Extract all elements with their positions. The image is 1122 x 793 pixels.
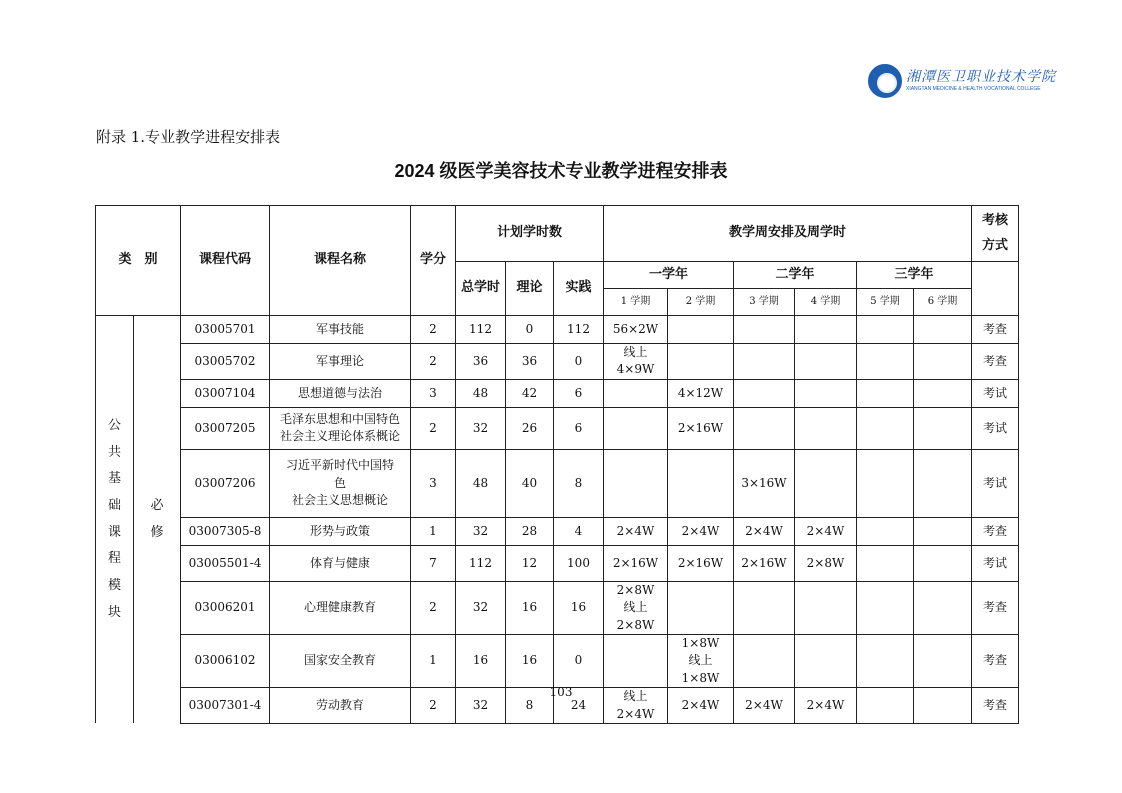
header-year-1: 一学年	[604, 262, 734, 289]
header-credits: 学分	[411, 206, 456, 316]
theory-hours-cell: 8	[506, 688, 554, 724]
credits-cell: 3	[411, 379, 456, 407]
semester-2-cell	[668, 449, 734, 517]
total-hours-cell: 112	[456, 545, 506, 581]
semester-1-cell: 线上 4×9W	[604, 344, 668, 380]
semester-4-cell	[795, 581, 857, 634]
semester-2-cell: 2×4W	[668, 688, 734, 724]
practice-hours-cell: 112	[554, 316, 604, 344]
practice-hours-cell: 16	[554, 581, 604, 634]
assessment-cell: 考查	[972, 634, 1019, 687]
semester-5-cell	[857, 449, 914, 517]
course-code-cell: 03006201	[181, 581, 270, 634]
course-code-cell: 03006102	[181, 634, 270, 687]
credits-cell: 2	[411, 407, 456, 449]
practice-hours-cell: 100	[554, 545, 604, 581]
table-row	[96, 581, 1019, 634]
semester-4-cell	[795, 407, 857, 449]
header-semester-3: 3 学期	[734, 289, 795, 316]
total-hours-cell: 48	[456, 379, 506, 407]
theory-hours-cell: 16	[506, 634, 554, 687]
header-category: 类 别	[96, 206, 181, 316]
table-row	[96, 344, 1019, 380]
total-hours-cell: 32	[456, 581, 506, 634]
course-code-cell: 03007206	[181, 449, 270, 517]
total-hours-cell: 32	[456, 407, 506, 449]
practice-hours-cell: 6	[554, 379, 604, 407]
semester-4-cell: 2×8W	[795, 545, 857, 581]
course-name-cell: 心理健康教育	[270, 581, 411, 634]
theory-hours-cell: 16	[506, 581, 554, 634]
semester-5-cell	[857, 379, 914, 407]
course-code-cell: 03007205	[181, 407, 270, 449]
module-category-cell: 公 共 基 础 课 程 模 块	[96, 316, 134, 724]
course-name-cell: 形势与政策	[270, 517, 411, 545]
header-planned-hours: 计划学时数	[456, 206, 604, 262]
semester-6-cell	[914, 449, 972, 517]
assessment-cell: 考试	[972, 449, 1019, 517]
semester-3-cell: 2×4W	[734, 688, 795, 724]
table-row	[96, 316, 1019, 344]
credits-cell: 2	[411, 316, 456, 344]
semester-3-cell	[734, 379, 795, 407]
semester-4-cell	[795, 379, 857, 407]
semester-6-cell	[914, 316, 972, 344]
theory-hours-cell: 12	[506, 545, 554, 581]
semester-5-cell	[857, 407, 914, 449]
semester-1-cell: 2×8W 线上 2×8W	[604, 581, 668, 634]
header-semester-6: 6 学期	[914, 289, 972, 316]
credits-cell: 2	[411, 688, 456, 724]
theory-hours-cell: 36	[506, 344, 554, 380]
semester-2-cell	[668, 581, 734, 634]
college-logo	[868, 64, 1056, 102]
credits-cell: 1	[411, 517, 456, 545]
appendix-label: 附录 1.专业教学进程安排表	[96, 128, 281, 146]
header-course-code: 课程代码	[181, 206, 270, 316]
header-semester-4: 4 学期	[795, 289, 857, 316]
header-year-3: 三学年	[857, 262, 972, 289]
header-practice: 实践	[554, 262, 604, 316]
course-code-cell: 03005702	[181, 344, 270, 380]
semester-6-cell	[914, 407, 972, 449]
semester-3-cell	[734, 344, 795, 380]
assessment-cell: 考试	[972, 407, 1019, 449]
semester-3-cell	[734, 581, 795, 634]
header-assessment: 考核 方式	[972, 206, 1019, 262]
semester-5-cell	[857, 316, 914, 344]
semester-1-cell	[604, 449, 668, 517]
header-semester-2: 2 学期	[668, 289, 734, 316]
total-hours-cell: 16	[456, 634, 506, 687]
semester-1-cell: 2×16W	[604, 545, 668, 581]
table-row	[96, 379, 1019, 407]
header-weekly-schedule: 教学周安排及周学时	[604, 206, 972, 262]
semester-1-cell: 56×2W	[604, 316, 668, 344]
total-hours-cell: 48	[456, 449, 506, 517]
document-title: 2024 级医学美容技术专业教学进程安排表	[394, 161, 728, 181]
total-hours-cell: 36	[456, 344, 506, 380]
course-name-cell: 国家安全教育	[270, 634, 411, 687]
total-hours-cell: 32	[456, 688, 506, 724]
course-name-cell: 军事技能	[270, 316, 411, 344]
semester-3-cell	[734, 634, 795, 687]
practice-hours-cell: 6	[554, 407, 604, 449]
semester-6-cell	[914, 379, 972, 407]
semester-3-cell: 3×16W	[734, 449, 795, 517]
table-row	[96, 545, 1019, 581]
semester-3-cell: 2×4W	[734, 517, 795, 545]
course-name-cell: 军事理论	[270, 344, 411, 380]
semester-3-cell: 2×16W	[734, 545, 795, 581]
theory-hours-cell: 0	[506, 316, 554, 344]
college-name-cn: 湘潭医卫职业技术学院	[906, 69, 1056, 85]
course-code-cell: 03007301-4	[181, 688, 270, 724]
header-total-hours: 总学时	[456, 262, 506, 316]
course-name-cell: 习近平新时代中国特 色 社会主义思想概论	[270, 449, 411, 517]
header-semester-1: 1 学期	[604, 289, 668, 316]
credits-cell: 1	[411, 634, 456, 687]
course-name-cell: 思想道德与法治	[270, 379, 411, 407]
semester-3-cell	[734, 407, 795, 449]
semester-6-cell	[914, 634, 972, 687]
assessment-cell: 考查	[972, 688, 1019, 724]
total-hours-cell: 32	[456, 517, 506, 545]
theory-hours-cell: 42	[506, 379, 554, 407]
course-name-cell: 体育与健康	[270, 545, 411, 581]
course-name-cell: 劳动教育	[270, 688, 411, 724]
assessment-cell: 考查	[972, 316, 1019, 344]
semester-1-cell: 线上 2×4W	[604, 688, 668, 724]
header-course-name: 课程名称	[270, 206, 411, 316]
assessment-cell: 考查	[972, 344, 1019, 380]
semester-2-cell: 4×12W	[668, 379, 734, 407]
semester-2-cell: 2×16W	[668, 545, 734, 581]
total-hours-cell: 112	[456, 316, 506, 344]
table-row	[96, 634, 1019, 687]
semester-3-cell	[734, 316, 795, 344]
semester-4-cell: 2×4W	[795, 688, 857, 724]
semester-5-cell	[857, 581, 914, 634]
semester-2-cell	[668, 316, 734, 344]
semester-5-cell	[857, 545, 914, 581]
required-category-cell: 必 修	[134, 316, 181, 724]
table-row	[96, 449, 1019, 517]
course-code-cell: 03007104	[181, 379, 270, 407]
semester-4-cell	[795, 449, 857, 517]
semester-6-cell	[914, 517, 972, 545]
header-year-2: 二学年	[734, 262, 857, 289]
semester-4-cell: 2×4W	[795, 517, 857, 545]
practice-hours-cell: 0	[554, 344, 604, 380]
course-code-cell: 03005701	[181, 316, 270, 344]
practice-hours-cell: 0	[554, 634, 604, 687]
page-number: 103	[549, 685, 573, 699]
college-name-en: XIANGTAN MEDICINE & HEALTH VOCATIONAL COLLEGE	[906, 86, 1041, 92]
practice-hours-cell: 4	[554, 517, 604, 545]
header-semester-5: 5 学期	[857, 289, 914, 316]
semester-6-cell	[914, 581, 972, 634]
practice-hours-cell: 24	[554, 688, 604, 724]
header-theory: 理论	[506, 262, 554, 316]
credits-cell: 7	[411, 545, 456, 581]
header-assessment-blank	[972, 262, 1019, 316]
semester-2-cell	[668, 344, 734, 380]
semester-2-cell: 1×8W 线上 1×8W	[668, 634, 734, 687]
semester-2-cell: 2×4W	[668, 517, 734, 545]
table-row	[96, 407, 1019, 449]
semester-1-cell	[604, 407, 668, 449]
course-code-cell: 03005501-4	[181, 545, 270, 581]
semester-4-cell	[795, 344, 857, 380]
semester-6-cell	[914, 545, 972, 581]
semester-6-cell	[914, 344, 972, 380]
credits-cell: 2	[411, 344, 456, 380]
assessment-cell: 考试	[972, 379, 1019, 407]
assessment-cell: 考查	[972, 581, 1019, 634]
college-seal-icon	[868, 64, 902, 98]
credits-cell: 2	[411, 581, 456, 634]
semester-4-cell	[795, 634, 857, 687]
course-name-cell: 毛泽东思想和中国特色 社会主义理论体系概论	[270, 407, 411, 449]
practice-hours-cell: 8	[554, 449, 604, 517]
semester-5-cell	[857, 634, 914, 687]
assessment-cell: 考试	[972, 545, 1019, 581]
theory-hours-cell: 26	[506, 407, 554, 449]
table-row	[96, 517, 1019, 545]
teaching-plan-table	[95, 205, 1019, 724]
semester-1-cell: 2×4W	[604, 517, 668, 545]
credits-cell: 3	[411, 449, 456, 517]
semester-1-cell	[604, 634, 668, 687]
semester-2-cell: 2×16W	[668, 407, 734, 449]
course-code-cell: 03007305-8	[181, 517, 270, 545]
semester-1-cell	[604, 379, 668, 407]
theory-hours-cell: 40	[506, 449, 554, 517]
semester-5-cell	[857, 517, 914, 545]
semester-4-cell	[795, 316, 857, 344]
theory-hours-cell: 28	[506, 517, 554, 545]
assessment-cell: 考查	[972, 517, 1019, 545]
semester-5-cell	[857, 344, 914, 380]
